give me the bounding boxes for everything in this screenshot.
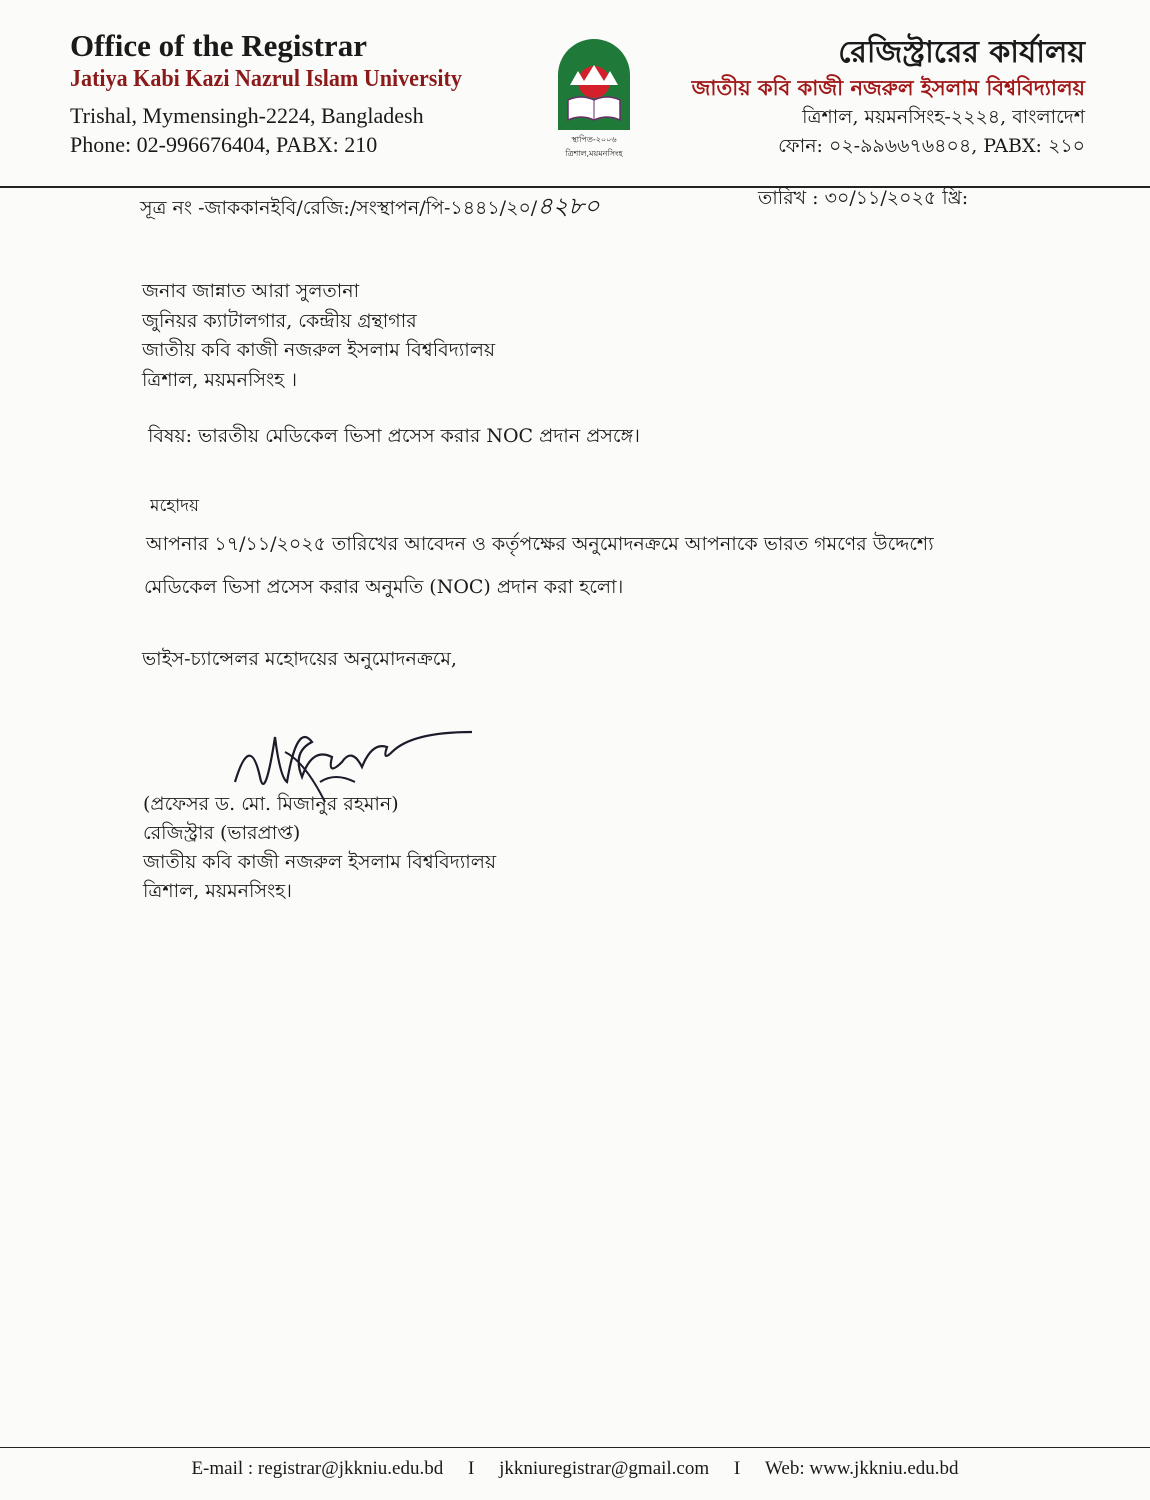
footer-gmail: jkkniuregistrar@gmail.com — [499, 1458, 710, 1479]
phone-bn: ফোন: ০২-৯৯৬৬৭৬৪০৪, PABX: ২১০ — [778, 135, 1085, 157]
recipient-block — [142, 277, 495, 395]
address-en: Trishal, Mymensingh-2224, Bangladesh — [70, 103, 424, 128]
logo-location: ত্রিশাল,ময়মনসিংহ — [565, 149, 623, 158]
office-title-en: Office of the Registrar — [70, 28, 367, 63]
signatory-title: রেজিস্ট্রার (ভারপ্রাপ্ত) — [143, 822, 301, 844]
footer-divider — [0, 1447, 1150, 1448]
letter-date: তারিখ : ৩০/১১/২০২৫ খ্রি: — [758, 187, 969, 209]
recipient-location: ত্রিশাল, ময়মনসিংহ । — [142, 368, 297, 391]
recipient-name: জনাব জান্নাত আরা সুলতানা — [142, 280, 360, 302]
university-logo — [538, 30, 650, 160]
footer-web: Web: www.jkkniu.edu.bd — [764, 1458, 959, 1479]
footer-email: E-mail : registrar@jkkniu.edu.bd — [191, 1458, 444, 1479]
body-line-1: আপনার ১৭/১১/২০২৫ তারিখের আবেদন ও কর্তৃপক্ষের অনুমোদনক্রমে আপনাকে ভারত গমণের উদ্দেশ্যে — [146, 533, 934, 555]
memo-prefix: সূত্র নং -জাককানইবি/রেজি:/সংস্থাপন/পি-১৪৪১/২০/ — [140, 197, 538, 219]
footer-separator: I — [733, 1458, 741, 1479]
footer-contacts — [0, 1458, 1150, 1480]
memo-number — [140, 188, 600, 228]
recipient-university: জাতীয় কবি কাজী নজরুল ইসলাম বিশ্ববিদ্যালয় — [142, 339, 496, 361]
approval-note: ভাইস-চ্যান্সেলর মহোদয়ের অনুমোদনক্রমে, — [142, 648, 457, 670]
university-name-bn: জাতীয় কবি কাজী নজরুল ইসলাম বিশ্ববিদ্যালয় — [691, 75, 1085, 100]
signatory-university: জাতীয় কবি কাজী নজরুল ইসলাম বিশ্ববিদ্যালয় — [143, 851, 497, 873]
signatory-name: (প্রফেসর ড. মো. মিজানুর রহমান) — [143, 793, 399, 815]
memo-handwritten-number: ৪২৮০ — [537, 192, 600, 220]
subject-line: বিষয়: ভারতীয় মেডিকেল ভিসা প্রসেস করার NOC প্রদান প্রসঙ্গে। — [148, 425, 640, 447]
signatory-location: ত্রিশাল, ময়মনসিংহ। — [143, 880, 292, 902]
logo-established: স্থাপিত-২০০৬ — [571, 135, 617, 144]
recipient-designation: জুনিয়র ক্যাটালগার, কেন্দ্রীয় গ্রন্থাগার — [142, 309, 417, 332]
signatory-block — [143, 790, 496, 906]
footer-separator: I — [467, 1458, 475, 1479]
phone-en: Phone: 02-996676404, PABX: 210 — [70, 132, 378, 157]
address-bn: ত্রিশাল, ময়মনসিংহ-২২২৪, বাংলাদেশ — [802, 106, 1085, 128]
office-title-bn: রেজিস্ট্রারের কার্যালয় — [838, 35, 1085, 70]
body-line-2: মেডিকেল ভিসা প্রসেস করার অনুমতি (NOC) প্রদান করা হলো। — [144, 576, 624, 598]
university-name-en: Jatiya Kabi Kazi Nazrul Islam University — [70, 66, 462, 92]
salutation: মহোদয় — [150, 496, 200, 516]
